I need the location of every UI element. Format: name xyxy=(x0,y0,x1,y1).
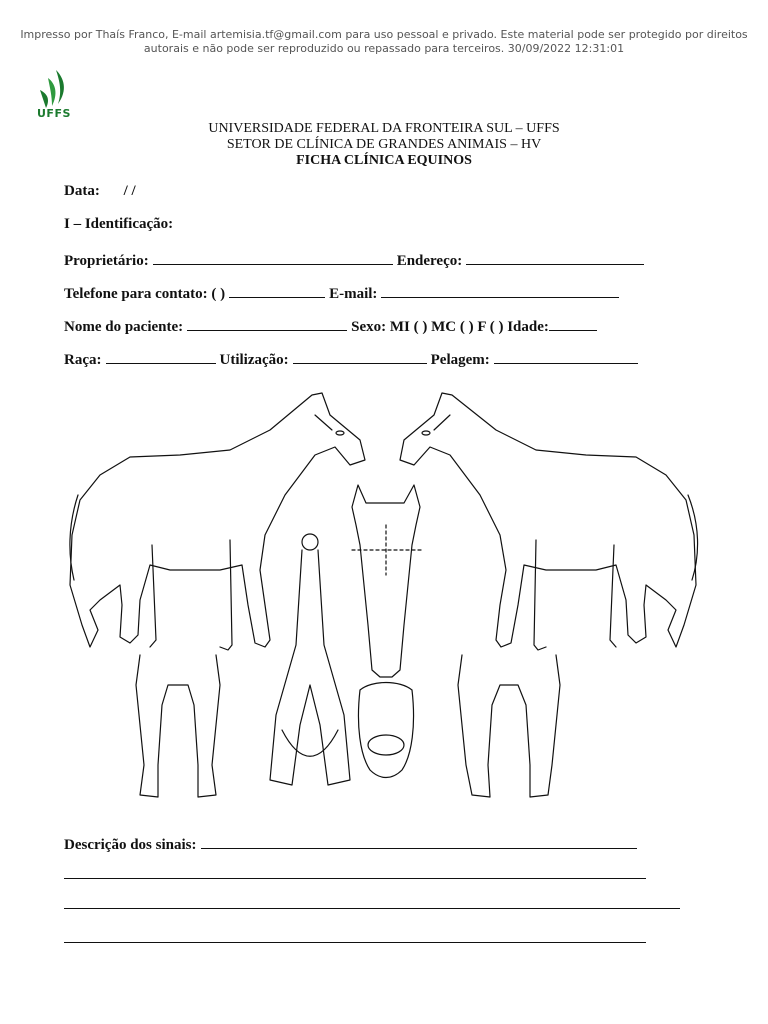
document-header xyxy=(0,121,768,169)
sex-age-label: Sexo: MI ( ) MC ( ) F ( ) Idade: xyxy=(351,319,549,335)
date-value: / / xyxy=(123,183,136,199)
date-row xyxy=(64,183,136,200)
breed-row xyxy=(64,349,642,369)
description-row xyxy=(64,834,641,854)
email-field[interactable] xyxy=(381,283,619,298)
description-line-2[interactable] xyxy=(64,878,646,879)
breed-label: Raça: xyxy=(64,352,102,368)
breed-field[interactable] xyxy=(106,349,216,364)
watermark-line-1: Impresso por Thaís Franco, E-mail artemisia.tf@gmail.com para uso pessoal e privado. Este material pode ser protegido por direitos xyxy=(20,28,748,41)
header-university: UNIVERSIDADE FEDERAL DA FRONTEIRA SUL – UFFS xyxy=(208,121,560,136)
description-line-3[interactable] xyxy=(64,908,680,909)
description-field-1[interactable] xyxy=(201,834,637,849)
header-form-title: FICHA CLÍNICA EQUINOS xyxy=(296,153,472,168)
date-label: Data: xyxy=(64,183,100,199)
patient-row xyxy=(64,316,601,336)
address-field[interactable] xyxy=(466,250,644,265)
use-label: Utilização: xyxy=(219,352,289,368)
horse-right-side-view xyxy=(400,393,698,650)
coat-label: Pelagem: xyxy=(430,352,490,368)
section-identificacao: I – Identificação: xyxy=(64,216,174,232)
logo-text: UFFS xyxy=(37,107,71,120)
watermark-line-2: autorais e não pode ser reproduzido ou repassado para terceiros. 30/09/2022 12:31:01 xyxy=(143,42,625,55)
age-field[interactable] xyxy=(549,316,597,331)
horse-front-legs-view xyxy=(136,655,220,797)
horse-diagram[interactable] xyxy=(60,385,710,815)
address-label: Endereço: xyxy=(396,253,463,269)
email-label: E-mail: xyxy=(329,286,378,302)
description-line-4[interactable] xyxy=(64,942,646,943)
use-field[interactable] xyxy=(293,349,427,364)
phone-field[interactable] xyxy=(229,283,325,298)
owner-field[interactable] xyxy=(153,250,393,265)
owner-label: Proprietário: xyxy=(64,253,149,269)
owner-row xyxy=(64,250,648,270)
horse-head-front-view xyxy=(352,485,422,778)
horse-left-side-view xyxy=(70,393,365,650)
phone-label: Telefone para contato: ( ) xyxy=(64,286,226,302)
watermark xyxy=(0,28,768,56)
patient-name-label: Nome do paciente: xyxy=(64,319,184,335)
phone-row xyxy=(64,283,623,303)
horse-hind-legs-view xyxy=(458,655,560,797)
description-label: Descrição dos sinais: xyxy=(64,837,197,853)
horse-back-top-view xyxy=(270,534,350,785)
header-sector: SETOR DE CLÍNICA DE GRANDES ANIMAIS – HV xyxy=(226,137,542,152)
coat-field[interactable] xyxy=(494,349,638,364)
patient-name-field[interactable] xyxy=(187,316,347,331)
